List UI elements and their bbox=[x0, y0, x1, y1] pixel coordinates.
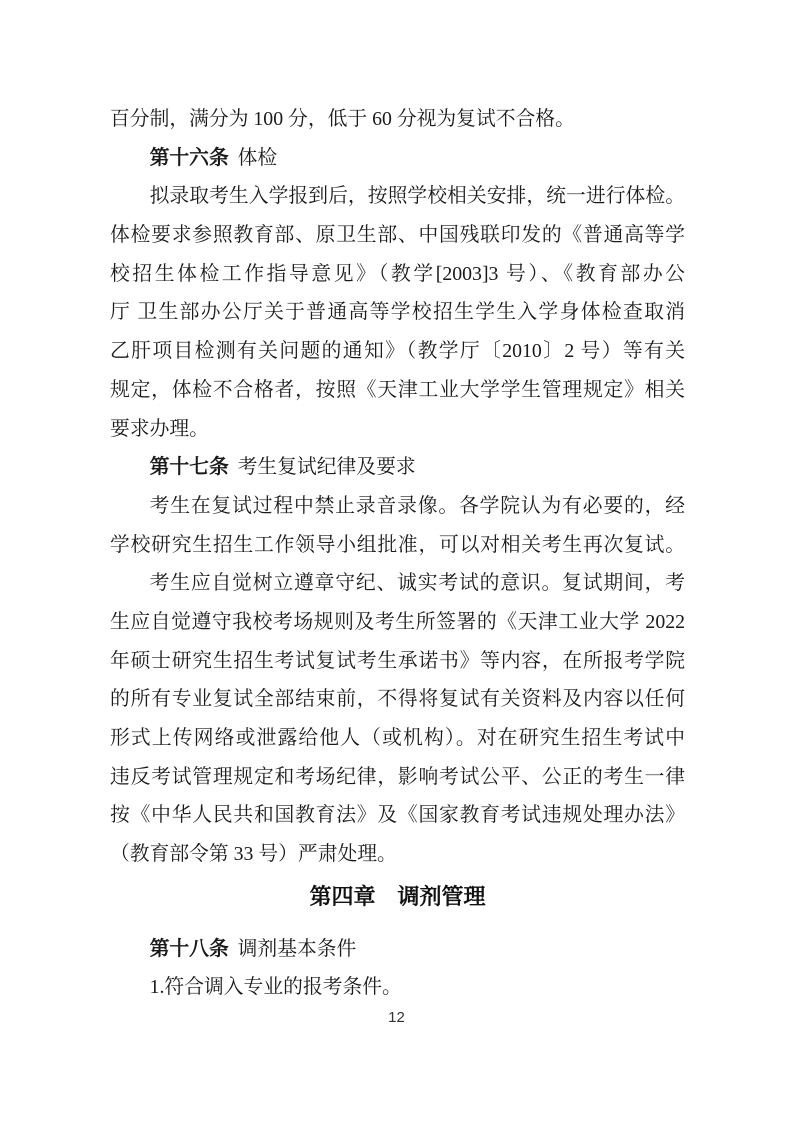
article-number: 第十七条 bbox=[149, 456, 229, 479]
article-heading bbox=[110, 930, 685, 969]
page-number: 12 bbox=[388, 1009, 405, 1026]
document-body bbox=[110, 100, 685, 1007]
body-line: 厅 卫生部办公厅关于普通高等学校招生学生入学身体检查取消 bbox=[110, 301, 685, 324]
body-line: 生应自觉遵守我校考场规则及考生所签署的《天津工业大学 2022 bbox=[110, 610, 685, 633]
article-heading bbox=[110, 448, 685, 487]
body-line: 乙肝项目检测有关问题的通知》（教学厅〔2010〕2 号）等有关 bbox=[110, 340, 685, 363]
body-line: 考生在复试过程中禁止录音录像。各学院认为有必要的，经 bbox=[149, 494, 685, 517]
body-line: 的所有专业复试全部结束前，不得将复试有关资料及内容以任何 bbox=[110, 688, 685, 711]
article-number: 第十六条 bbox=[149, 146, 229, 169]
body-line: （教育部令第 33 号）严肃处理。 bbox=[110, 843, 397, 866]
body-line: 考生应自觉树立遵章守纪、诚实考试的意识。复试期间，考 bbox=[149, 572, 685, 595]
article-title: 体检 bbox=[237, 146, 278, 169]
body-line: 拟录取考生入学报到后，按照学校相关安排，统一进行体检。 bbox=[149, 185, 685, 208]
article-title: 考生复试纪律及要求 bbox=[237, 456, 416, 479]
article-title: 调剂基本条件 bbox=[237, 937, 357, 960]
body-line: 1.符合调入专业的报考条件。 bbox=[149, 976, 402, 999]
body-line: 违反考试管理规定和考场纪律，影响考试公平、公正的考生一律 bbox=[110, 765, 685, 788]
body-line: 年硕士研究生招生考试复试考生承诺书》等内容，在所报考学院 bbox=[110, 649, 685, 672]
body-line: 规定，体检不合格者，按照《天津工业大学学生管理规定》相关 bbox=[110, 378, 685, 401]
body-line: 百分制，满分为 100 分，低于 60 分视为复试不合格。 bbox=[110, 108, 575, 130]
body-line: 要求办理。 bbox=[110, 417, 209, 440]
body-line: 校招生体检工作指导意见》（教学[2003]3 号）、《教育部办公 bbox=[110, 262, 685, 285]
article-heading bbox=[110, 139, 685, 178]
body-line: 按《中华人民共和国教育法》及《国家教育考试违规处理办法》 bbox=[110, 804, 685, 827]
chapter-heading: 第四章 调剂管理 bbox=[309, 883, 486, 909]
body-line: 学校研究生招生工作领导小组批准，可以对相关考生再次复试。 bbox=[110, 533, 685, 556]
article-number: 第十八条 bbox=[149, 937, 229, 960]
body-line: 体检要求参照教育部、原卫生部、中国残联印发的《普通高等学 bbox=[110, 224, 685, 247]
body-line: 形式上传网络或泄露给他人（或机构）。对在研究生招生考试中 bbox=[110, 727, 685, 749]
